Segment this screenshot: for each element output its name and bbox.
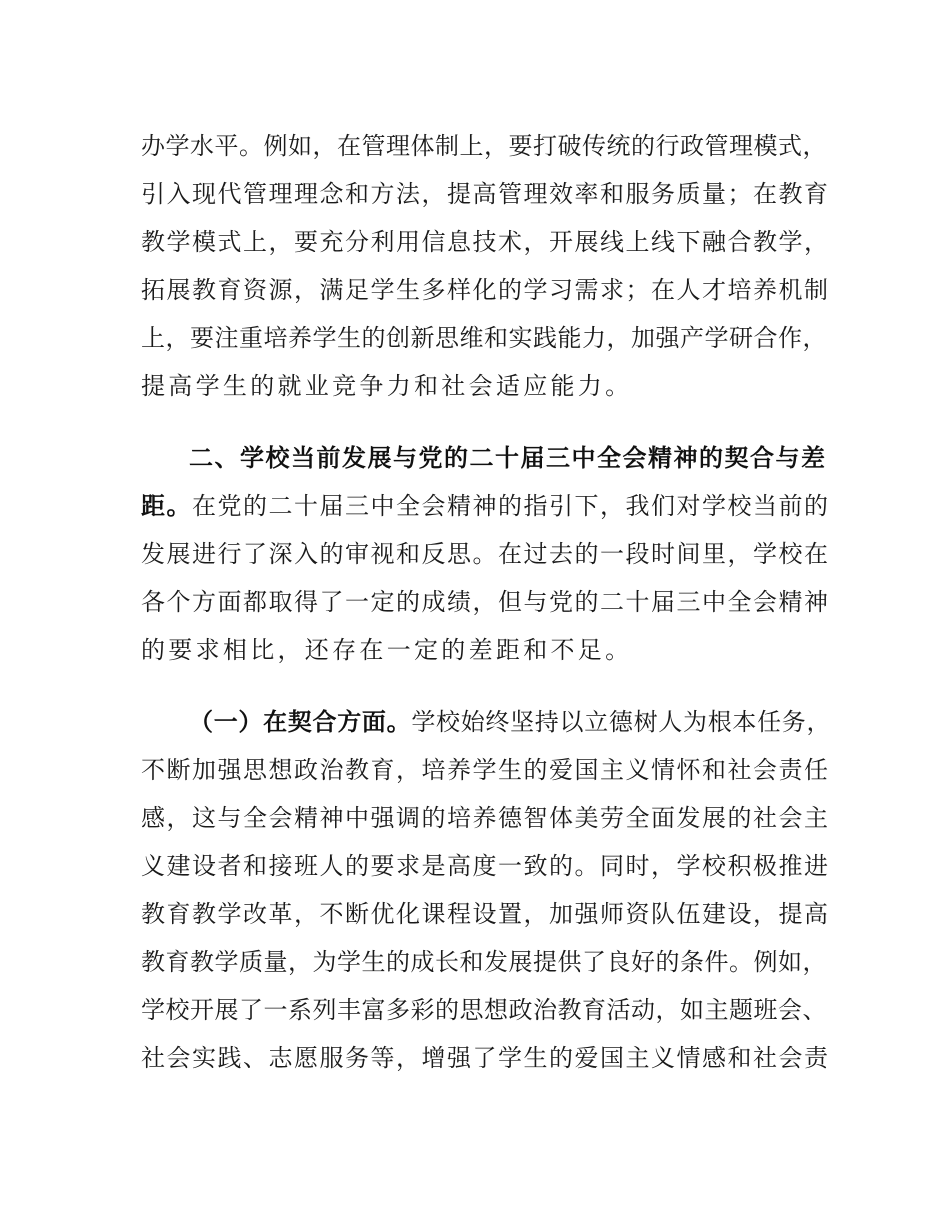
body-text-span: 在党的二十届三中全会精神的指引下，我们对学校当前的	[192, 492, 830, 520]
body-text-line	[189, 702, 831, 742]
body-text-line: 不断加强思想政治教育，培养学生的爱国主义情怀和社会责任	[141, 756, 830, 784]
body-text-line: 义建设者和接班人的要求是高度一致的。同时，学校积极推进	[141, 852, 830, 880]
body-text-line: 办学水平。例如，在管理体制上，要打破传统的行政管理模式，	[141, 132, 827, 160]
section-heading-continuation: 距。	[141, 492, 192, 520]
body-text-line: 教育教学质量，为学生的成长和发展提供了良好的条件。例如，	[141, 948, 827, 976]
body-text-line: 上，要注重培养学生的创新思维和实践能力，加强产学研合作，	[141, 324, 827, 352]
body-text-line: 的要求相比，还存在一定的差距和不足。	[141, 636, 633, 664]
body-text-line: 各个方面都取得了一定的成绩，但与党的二十届三中全会精神	[141, 588, 830, 616]
body-text-line: 提高学生的就业竞争力和社会适应能力。	[141, 372, 633, 400]
section-heading: 二、学校当前发展与党的二十届三中全会精神的契合与差	[189, 444, 827, 472]
subsection-heading: （一）在契合方面。	[189, 708, 412, 736]
body-text-line: 学校开展了一系列丰富多彩的思想政治教育活动，如主题班会、	[141, 996, 827, 1024]
body-text-line: 感，这与全会精神中强调的培养德智体美劳全面发展的社会主	[141, 804, 830, 832]
body-text-line: 发展进行了深入的审视和反思。在过去的一段时间里，学校在	[141, 540, 830, 568]
body-text-line: 拓展教育资源，满足学生多样化的学习需求；在人才培养机制	[141, 276, 830, 304]
body-text-line: 引入现代管理理念和方法，提高管理效率和服务质量；在教育	[141, 180, 830, 208]
body-text-line: 社会实践、志愿服务等，增强了学生的爱国主义情感和社会责	[141, 1044, 830, 1072]
body-text-line	[141, 486, 831, 526]
body-text-line: 教育教学改革，不断优化课程设置，加强师资队伍建设，提高	[141, 900, 830, 928]
body-text-line: 教学模式上，要充分利用信息技术，开展线上线下融合教学，	[141, 228, 830, 256]
body-text-span: 学校始终坚持以立德树人为根本任务，	[411, 708, 832, 736]
